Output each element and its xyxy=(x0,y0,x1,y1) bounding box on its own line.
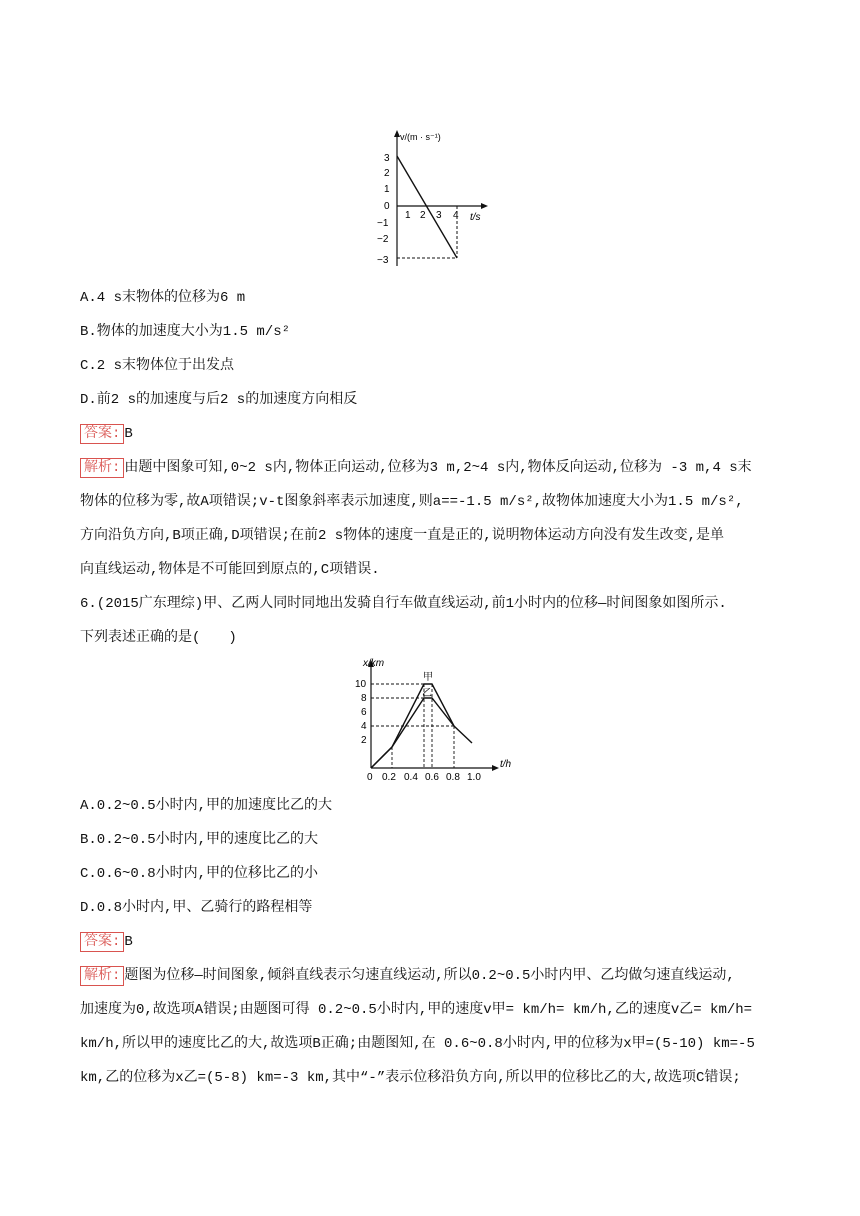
q6-stem-line-2: 下列表述正确的是( ) xyxy=(80,630,237,646)
q6-answer xyxy=(80,932,133,952)
q5-option-a: A.4 s末物体的位移为6 m xyxy=(80,290,246,306)
xt-y-tick: 6 xyxy=(361,707,367,718)
vt-y-tick: 3 xyxy=(384,153,390,164)
xt-series-yi xyxy=(371,698,472,768)
vt-y-ticks xyxy=(377,153,390,266)
q6-answer-label: 答案: xyxy=(80,932,124,952)
vt-x-tick: 4 xyxy=(453,210,459,221)
q5-analysis-label: 解析: xyxy=(80,458,124,478)
vt-x-tick: 2 xyxy=(420,210,426,221)
q5-answer-value: B xyxy=(124,426,133,442)
q6-analysis-line-4: km,乙的位移为x乙=(5-8) km=-3 km,其中“-”表示位移沿负方向,所以甲的位移比乙的大,故选项C错误; xyxy=(80,1070,741,1086)
q6-option-b: B.0.2~0.5小时内,甲的速度比乙的大 xyxy=(80,832,319,848)
q5-analysis-line-2: 物体的位移为零,故A项错误;v-t图象斜率表示加速度,则a==-1.5 m/s²,故物体加速度大小为1.5 m/s², xyxy=(80,494,744,510)
q5-analysis-text: 由题中图象可知,0~2 s内,物体正向运动,位移为3 m,2~4 s内,物体反向运动,位移为 -3 m,4 s末 xyxy=(124,460,752,476)
vt-y-tick: −3 xyxy=(377,255,389,266)
xt-x-tick: 0.2 xyxy=(382,772,396,783)
vt-y-tick: 0 xyxy=(384,201,390,212)
vt-y-tick: 2 xyxy=(384,168,390,179)
xt-x-tick: 0.8 xyxy=(446,772,460,783)
xt-chart xyxy=(345,655,515,785)
vt-y-label: v/(m · s⁻¹) xyxy=(400,132,441,142)
q6-answer-value: B xyxy=(124,934,133,950)
q5-option-c: C.2 s末物体位于出发点 xyxy=(80,358,235,374)
xt-x-tick: 0 xyxy=(367,772,373,783)
q5-answer-label: 答案: xyxy=(80,424,124,444)
q6-analysis-line-2: 加速度为0,故选项A错误;由题图可得 0.2~0.5小时内,甲的速度v甲= km/h= km/h,乙的速度v乙= km/h= xyxy=(80,1002,753,1018)
xt-y-tick: 4 xyxy=(361,721,367,732)
xt-y-tick: 10 xyxy=(355,679,367,690)
q5-analysis-line-4: 向直线运动,物体是不可能回到原点的,C项错误. xyxy=(80,562,380,578)
q5-analysis-line-3: 方向沿负方向,B项正确,D项错误;在前2 s物体的速度一直是正的,说明物体运动方向没有发生改变,是单 xyxy=(80,528,725,544)
xt-series-yi-label: 乙 xyxy=(422,688,432,699)
xt-y-ticks xyxy=(355,679,367,746)
q6-option-a: A.0.2~0.5小时内,甲的加速度比乙的大 xyxy=(80,798,333,814)
vt-x-arrow xyxy=(481,203,488,209)
q6-option-d: D.0.8小时内,甲、乙骑行的路程相等 xyxy=(80,900,313,916)
q6-option-c: C.0.6~0.8小时内,甲的位移比乙的小 xyxy=(80,866,319,882)
vt-y-tick: −2 xyxy=(377,234,389,245)
vt-x-tick: 1 xyxy=(405,210,411,221)
q6-analysis-line-1 xyxy=(80,966,735,986)
q6-analysis-line-3: km/h,所以甲的速度比乙的大,故选项B正确;由题图知,在 0.6~0.8小时内,甲的位移为x甲=(5-10) km=-5 xyxy=(80,1036,755,1052)
vt-chart xyxy=(360,128,510,268)
xt-y-tick: 2 xyxy=(361,735,367,746)
q6-stem-line-1: 6.(2015广东理综)甲、乙两人同时同地出发骑自行车做直线运动,前1小时内的位移—时间图象如图所示. xyxy=(80,596,727,612)
xt-x-tick: 0.6 xyxy=(425,772,439,783)
vt-x-tick: 3 xyxy=(436,210,442,221)
q6-analysis-label: 解析: xyxy=(80,966,124,986)
xt-x-tick: 0.4 xyxy=(404,772,418,783)
vt-series-line xyxy=(397,156,457,258)
xt-y-label: x/km xyxy=(363,658,385,669)
q5-answer xyxy=(80,424,133,444)
xt-x-ticks xyxy=(367,772,481,783)
q5-option-d: D.前2 s的加速度与后2 s的加速度方向相反 xyxy=(80,392,358,408)
vt-y-tick: −1 xyxy=(377,218,389,229)
xt-y-tick: 8 xyxy=(361,693,367,704)
q5-analysis-line-1 xyxy=(80,458,752,478)
vt-x-label: t/s xyxy=(470,212,481,223)
xt-x-tick: 1.0 xyxy=(467,772,481,783)
xt-series-jia-label: 甲 xyxy=(423,672,433,683)
xt-x-arrow xyxy=(492,765,499,771)
xt-x-label: t/h xyxy=(500,759,512,770)
vt-y-tick: 1 xyxy=(384,184,390,195)
q5-option-b: B.物体的加速度大小为1.5 m/s² xyxy=(80,324,291,340)
q6-analysis-text: 题图为位移—时间图象,倾斜直线表示匀速直线运动,所以0.2~0.5小时内甲、乙均做匀速直线运动, xyxy=(124,968,735,984)
